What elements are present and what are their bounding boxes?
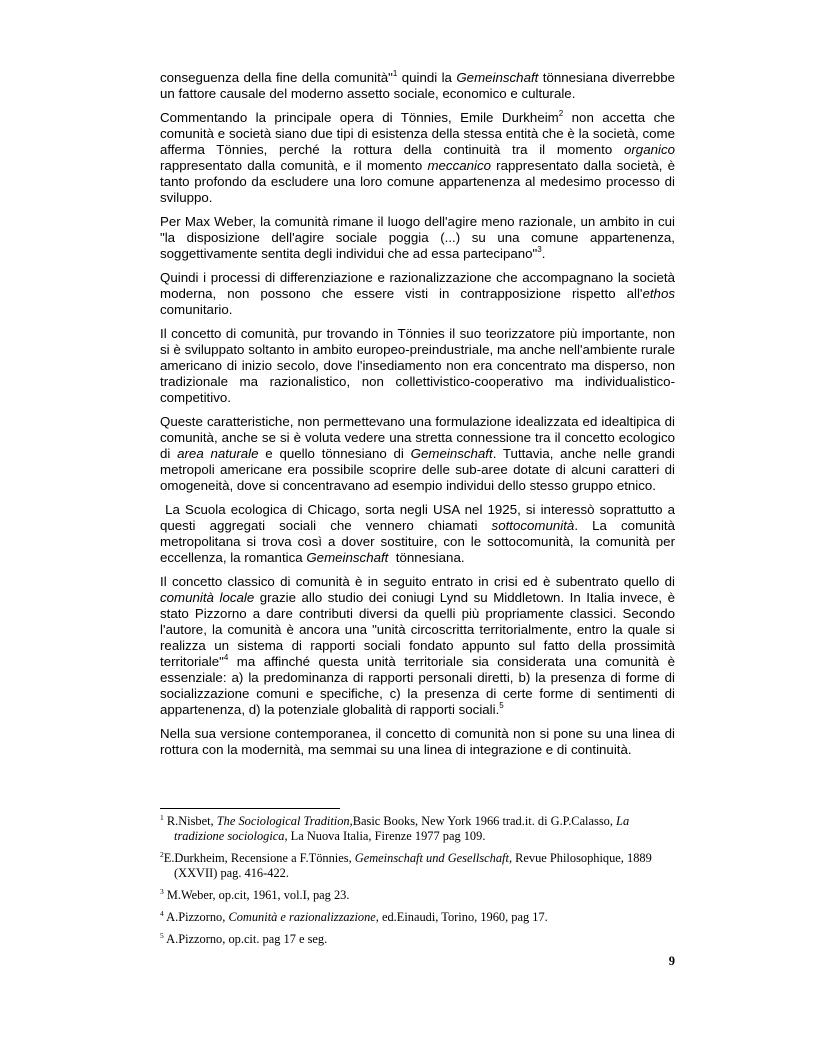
footnotes (160, 814, 675, 954)
footnote-3: $^3$ M.Weber, op.cit, 1961, vol.I, pag 23. (160, 887, 350, 902)
paragraph-2: Commentando la principale opera di Tönnies, Emile Durkheim$^2$ non accetta che comunità e società siano due tipi di esistenza della stessa entità che è la società, come afferma Tönnies, perché la rottura della continuità tra il momento organico rappresentato dalla comunità, e il momento meccanico rappresentato dalla società, è tanto profondo da escludere una loro comune appartenenza al medesimo processo di sviluppo. (160, 109, 676, 205)
footnote-separator (160, 808, 340, 809)
paragraph-1: conseguenza della fine della comunità"$^1$ quindi la Gemeinschaft tönnesiana diverrebbe un fattore causale del moderno assetto sociale, economico e culturale. (160, 69, 676, 101)
footnote-1: $^1$ R.Nisbet, The Sociological Tradition,Basic Books, New York 1966 trad.it. di G.P.Calasso, La tradizione sociologica, La Nuova Italia, Firenze 1977 pag 109. (160, 813, 630, 843)
footnote-5: $^5$ A.Pizzorno, op.cit. pag 17 e seg. (160, 931, 328, 946)
paragraph-3: Per Max Weber, la comunità rimane il luogo dell'agire meno razionale, un ambito in cui "la disposizione dell'agire sociale poggia (...) su una comune appartenenza, soggettivamente sentita degli individui che ad essa partecipano"$^3$. (160, 214, 675, 261)
footnote-ref-5: 5 (499, 701, 504, 710)
paragraph-8: Il concetto classico di comunità è in seguito entrato in crisi ed è subentrato quello di comunità locale grazie allo studio dei coniugi Lynd su Middletown. In Italia invece, è stato Pizzorno a dare contributi diversi da quelli più propriamente classici. Secondo l'autore, la comunità è ancora una "unità circoscritta territorialmente, entro la quale si realizza un sistema di rapporti sociali fondato appunto sul fatto della prossimità territoriale"$^4$ ma affinché questa unità territoriale sia considerata una comunità è essenziale: a) la predominanza di rapporti personali diretti, b) la presenza di forme di socializzazione comuni e specifiche, c) la presenza di certe forme di sentimenti di appartenenza, d) la potenziale globalità di rapporti sociali.$^5$ (160, 574, 675, 717)
paragraph-5: Il concetto di comunità, pur trovando in Tönnies il suo teorizzatore più importante, non si è sviluppato soltanto in ambito europeo-preindustriale, ma anche nell'ambiente rurale americano di inizio secolo, dove l'insediamento non era concentrato ma disperso, non tradizionale ma razionalistico, non collettivistico-cooperativo ma individualistico-competitivo. (160, 326, 675, 405)
body-text (160, 69, 679, 766)
footnote-ref-2: 2 (558, 109, 564, 118)
footnote-4: $^4$ A.Pizzorno, Comunità e razionalizzazione, ed.Einaudi, Torino, 1960, pag 17. (160, 909, 548, 924)
page-number: 9 (668, 954, 675, 968)
paragraph-9: Nella sua versione contemporanea, il concetto di comunità non si pone su una linea di rottura con la modernità, ma semmai su una linea di integrazione e di continuità. (160, 726, 675, 757)
paragraph-4: Quindi i processi di differenziazione e razionalizzazione che accompagnano la società moderna, non possono che essere visti in contrapposizione rispetto all'ethos comunitario. (160, 270, 675, 317)
footnote-ref-4: 4 (223, 653, 229, 662)
footnote-ref-1: 1 (392, 69, 398, 78)
paragraph-7: La Scuola ecologica di Chicago, sorta negli USA nel 1925, si interessò soprattutto a questi aggregati sociali che vennero chiamati sottocomunità. La comunità metropolitana si trova così a dover sostituire, con le sottocomunità, la comunità per eccellenza, la romantica Gemeinschaft tönnesiana. (160, 502, 679, 565)
footnote-2: $^2$E.Durkheim, Recensione a F.Tönnies, Gemeinschaft und Gesellschaft, Revue Philosophique, 1889 (XXVII) pag. 416-422. (160, 850, 652, 880)
paragraph-6: Queste caratteristiche, non permettevano una formulazione idealizzata ed idealtipica di comunità, anche se si è voluta vedere una stretta connessione tra il concetto ecologico di area naturale e quello tönnesiano di Gemeinschaft. Tuttavia, anche nelle grandi metropoli americane era possibile scoprire delle sub-aree dotate di alcuni caratteri di omogeneità, dove si concentravano ad esempio individui dello stesso gruppo etnico. (160, 414, 675, 493)
footnote-ref-3: 3 (537, 245, 542, 254)
